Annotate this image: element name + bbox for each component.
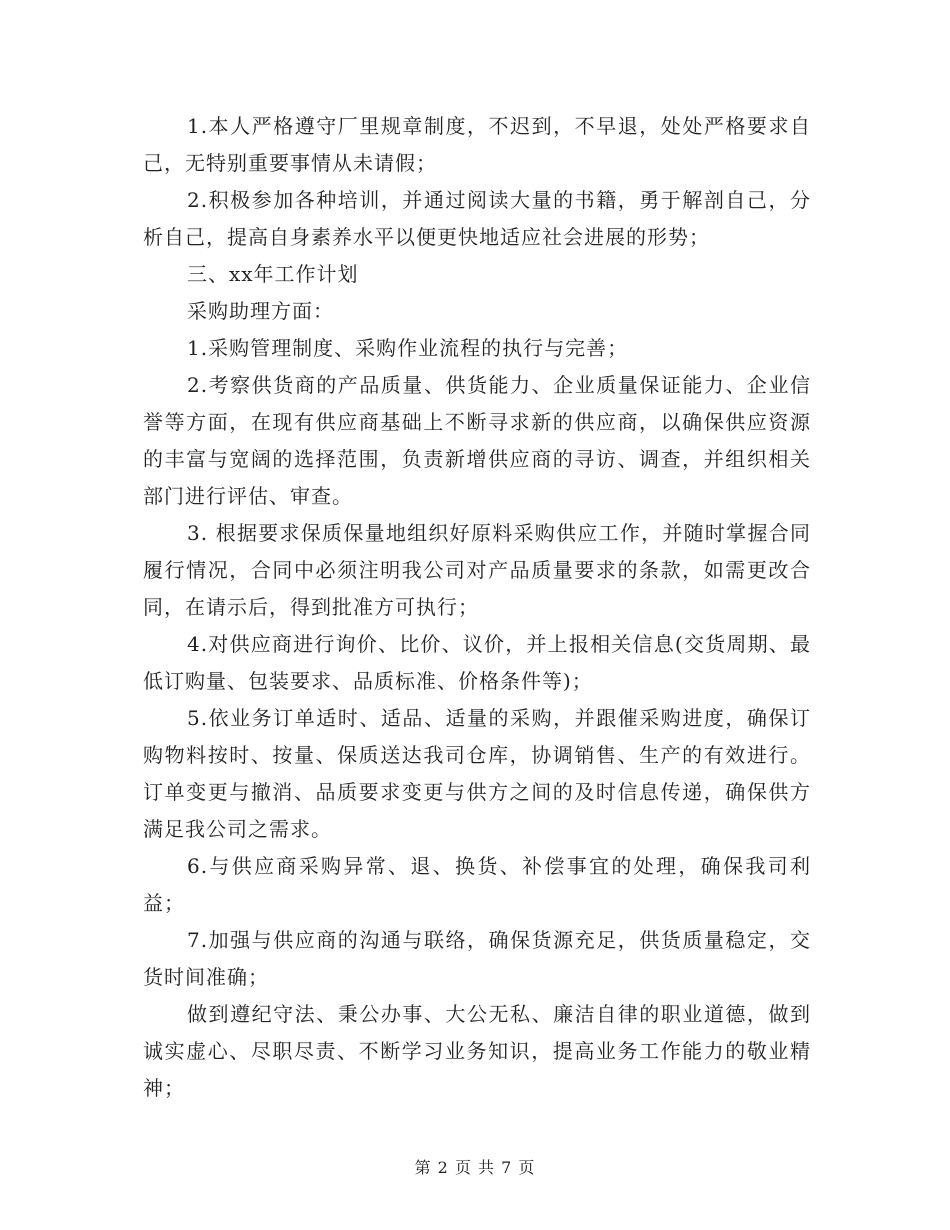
paragraph-plan-item-4: 4.对供应商进行询价、比价、议价，并上报相关信息(交货周期、最低订购量、包装要求、品质标准、价格条件等)；	[143, 632, 811, 693]
paragraph-plan-item-3: 3. 根据要求保质保量地组织好原料采购供应工作，并随时掌握合同履行情况，合同中必须注明我公司对产品质量要求的条款，如需更改合同，在请示后，得到批准方可执行；	[143, 521, 811, 619]
paragraph-training: 2.积极参加各种培训，并通过阅读大量的书籍，勇于解剖自己，分析自己，提高自身素养水平以便更快地适应社会进展的形势；	[143, 188, 811, 249]
paragraph-professional-ethics: 做到遵纪守法、秉公办事、大公无私、廉洁自律的职业道德，做到诚实虚心、尽职尽责、不断学习业务知识，提高业务工作能力的敬业精神；	[143, 1002, 811, 1100]
paragraph-plan-item-2: 2.考察供货商的产品质量、供货能力、企业质量保证能力、企业信誉等方面，在现有供应商基础上不断寻求新的供应商，以确保供应资源的丰富与宽阔的选择范围，负责新增供应商的寻访、调查，并组织相关部门进行评估、审查。	[143, 373, 811, 508]
paragraph-rule-compliance: 1.本人严格遵守厂里规章制度，不迟到，不早退，处处严格要求自己，无特别重要事情从未请假；	[143, 114, 811, 175]
subheading-purchasing-assistant: 采购助理方面：	[187, 299, 334, 323]
paragraph-plan-item-1: 1.采购管理制度、采购作业流程的执行与完善；	[187, 336, 629, 360]
section-heading-work-plan: 三、xx年工作计划	[187, 262, 359, 286]
paragraph-plan-item-6: 6.与供应商采购异常、退、换货、补偿事宜的处理，确保我司利益；	[143, 854, 811, 915]
paragraph-plan-item-5: 5.依业务订单适时、适品、适量的采购，并跟催采购进度，确保订购物料按时、按量、保质送达我司仓库，协调销售、生产的有效进行。订单变更与撤消、品质要求变更与供方之间的及时信息传递，确保供方满足我公司之需求。	[143, 706, 811, 841]
page-number-footer: 第 2 页 共 7 页	[414, 1158, 536, 1177]
paragraph-plan-item-7: 7.加强与供应商的沟通与联络，确保货源充足，供货质量稳定，交货时间准确；	[143, 928, 811, 989]
document-body	[143, 108, 811, 1107]
